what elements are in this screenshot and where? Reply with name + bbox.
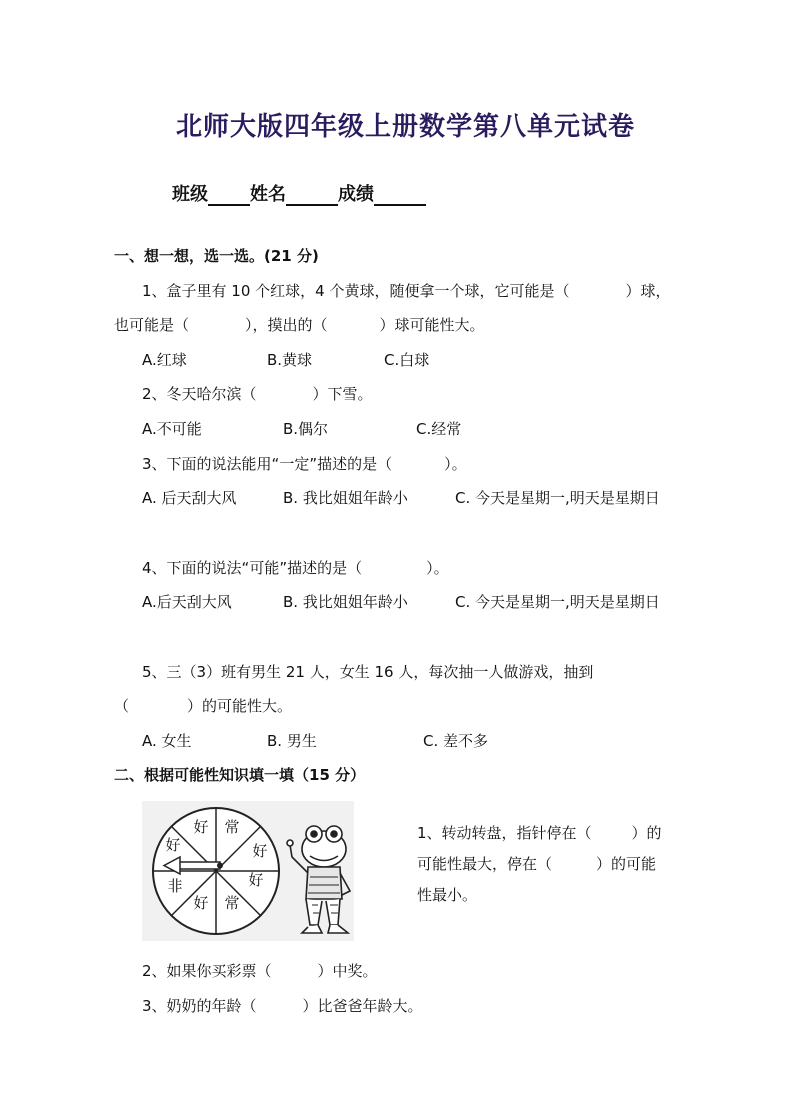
class-label: 班级	[172, 184, 208, 205]
q3-option-b[interactable]: B. 我比姐姐年龄小	[283, 489, 408, 507]
score-blank[interactable]	[374, 184, 426, 206]
s2-q1-text-a: 1、转动转盘，指针停在（	[417, 824, 592, 842]
section-2-question-3	[142, 995, 423, 1016]
q4-text-a: 4、下面的说法“可能”描述的是（	[142, 559, 363, 577]
spinner-label: 好	[165, 836, 181, 854]
q4-text-b: ）。	[426, 559, 449, 577]
q2-option-b[interactable]: B.偶尔	[283, 420, 329, 438]
q5-option-a[interactable]: A. 女生	[142, 732, 192, 750]
q1-option-b[interactable]: B.黄球	[267, 351, 313, 369]
q2-option-c[interactable]: C.经常	[416, 420, 462, 438]
question-4	[142, 557, 449, 578]
section-2-question-1	[417, 818, 662, 911]
name-blank[interactable]	[286, 184, 338, 206]
q4-option-c[interactable]: C. 今天是星期一,明天是星期日	[455, 593, 660, 611]
spinner-illustration	[142, 801, 354, 941]
section-1-heading: 一、想一想，选一选。(21 分)	[114, 247, 319, 265]
q5-option-c[interactable]: C. 差不多	[423, 732, 489, 750]
spinner-label: 好	[252, 842, 268, 860]
q4-option-a[interactable]: A.后天刮大风	[142, 593, 232, 611]
page-title: 北师大版四年级上册数学第八单元试卷	[176, 112, 636, 142]
s2-q1-line-1	[417, 818, 662, 849]
score-label: 成绩	[338, 184, 374, 205]
q3-option-a[interactable]: A. 后天刮大风	[142, 489, 237, 507]
s2-q1-line-3: 性最小。	[417, 886, 478, 904]
s2-q2-text-b: ）中奖。	[317, 962, 378, 980]
section-2-question-2	[142, 960, 378, 981]
question-2	[142, 383, 373, 404]
q2-text-b: ）下雪。	[312, 385, 373, 403]
q1-text-b: ）球，	[625, 282, 671, 300]
s2-q1-text-c: 可能性最大，停在（	[417, 855, 553, 873]
name-label: 姓名	[250, 184, 286, 205]
q3-text-b: ）。	[444, 455, 467, 473]
q1-text-a: 1、盒子里有 10 个红球，4 个黄球，随便拿一个球，它可能是（	[142, 282, 570, 300]
q1-option-a[interactable]: A.红球	[142, 351, 187, 369]
q5-option-b[interactable]: B. 男生	[267, 732, 317, 750]
q4-option-b[interactable]: B. 我比姐姐年龄小	[283, 593, 408, 611]
q2-option-a[interactable]: A.不可能	[142, 420, 202, 438]
s2-q1-text-b: ）的	[631, 824, 662, 842]
s2-q1-text-d: ）的可能	[596, 855, 657, 873]
spinner-label: 常	[224, 894, 240, 912]
class-blank[interactable]	[208, 184, 250, 206]
q1-text-d: ），摸出的（	[245, 316, 328, 334]
q1-option-c[interactable]: C.白球	[384, 351, 430, 369]
spinner-label: 好	[248, 871, 264, 889]
q1-text-e: ）球可能性大。	[379, 316, 485, 334]
question-1-line-2	[114, 314, 485, 335]
s2-q1-line-2	[417, 849, 662, 880]
spinner-label: 常	[224, 818, 240, 836]
q5-text-a: （	[114, 697, 130, 715]
s2-q3-text-a: 3、奶奶的年龄（	[142, 997, 257, 1015]
s2-q2-text-a: 2、如果你买彩票（	[142, 962, 272, 980]
q1-text-c: 也可能是（	[114, 316, 190, 334]
q5-text-b: ）的可能性大。	[187, 697, 293, 715]
q3-option-c[interactable]: C. 今天是星期一,明天是星期日	[455, 489, 660, 507]
spinner-figure	[142, 801, 354, 941]
q2-text-a: 2、冬天哈尔滨（	[142, 385, 257, 403]
question-3	[142, 453, 467, 474]
spinner-label: 好	[193, 818, 209, 836]
question-5-line-2	[114, 695, 292, 716]
student-info-line	[172, 180, 426, 206]
spinner-label: 好	[193, 894, 209, 912]
q3-text-a: 3、下面的说法能用“一定”描述的是（	[142, 455, 393, 473]
s2-q3-text-b: ）比爸爸年龄大。	[302, 997, 423, 1015]
spinner-label: 非	[167, 877, 183, 895]
question-1-line-1	[142, 280, 671, 301]
question-5-line-1: 5、三（3）班有男生 21 人，女生 16 人，每次抽一人做游戏，抽到	[142, 663, 594, 681]
section-2-heading: 二、根据可能性知识填一填（15 分）	[114, 766, 366, 784]
